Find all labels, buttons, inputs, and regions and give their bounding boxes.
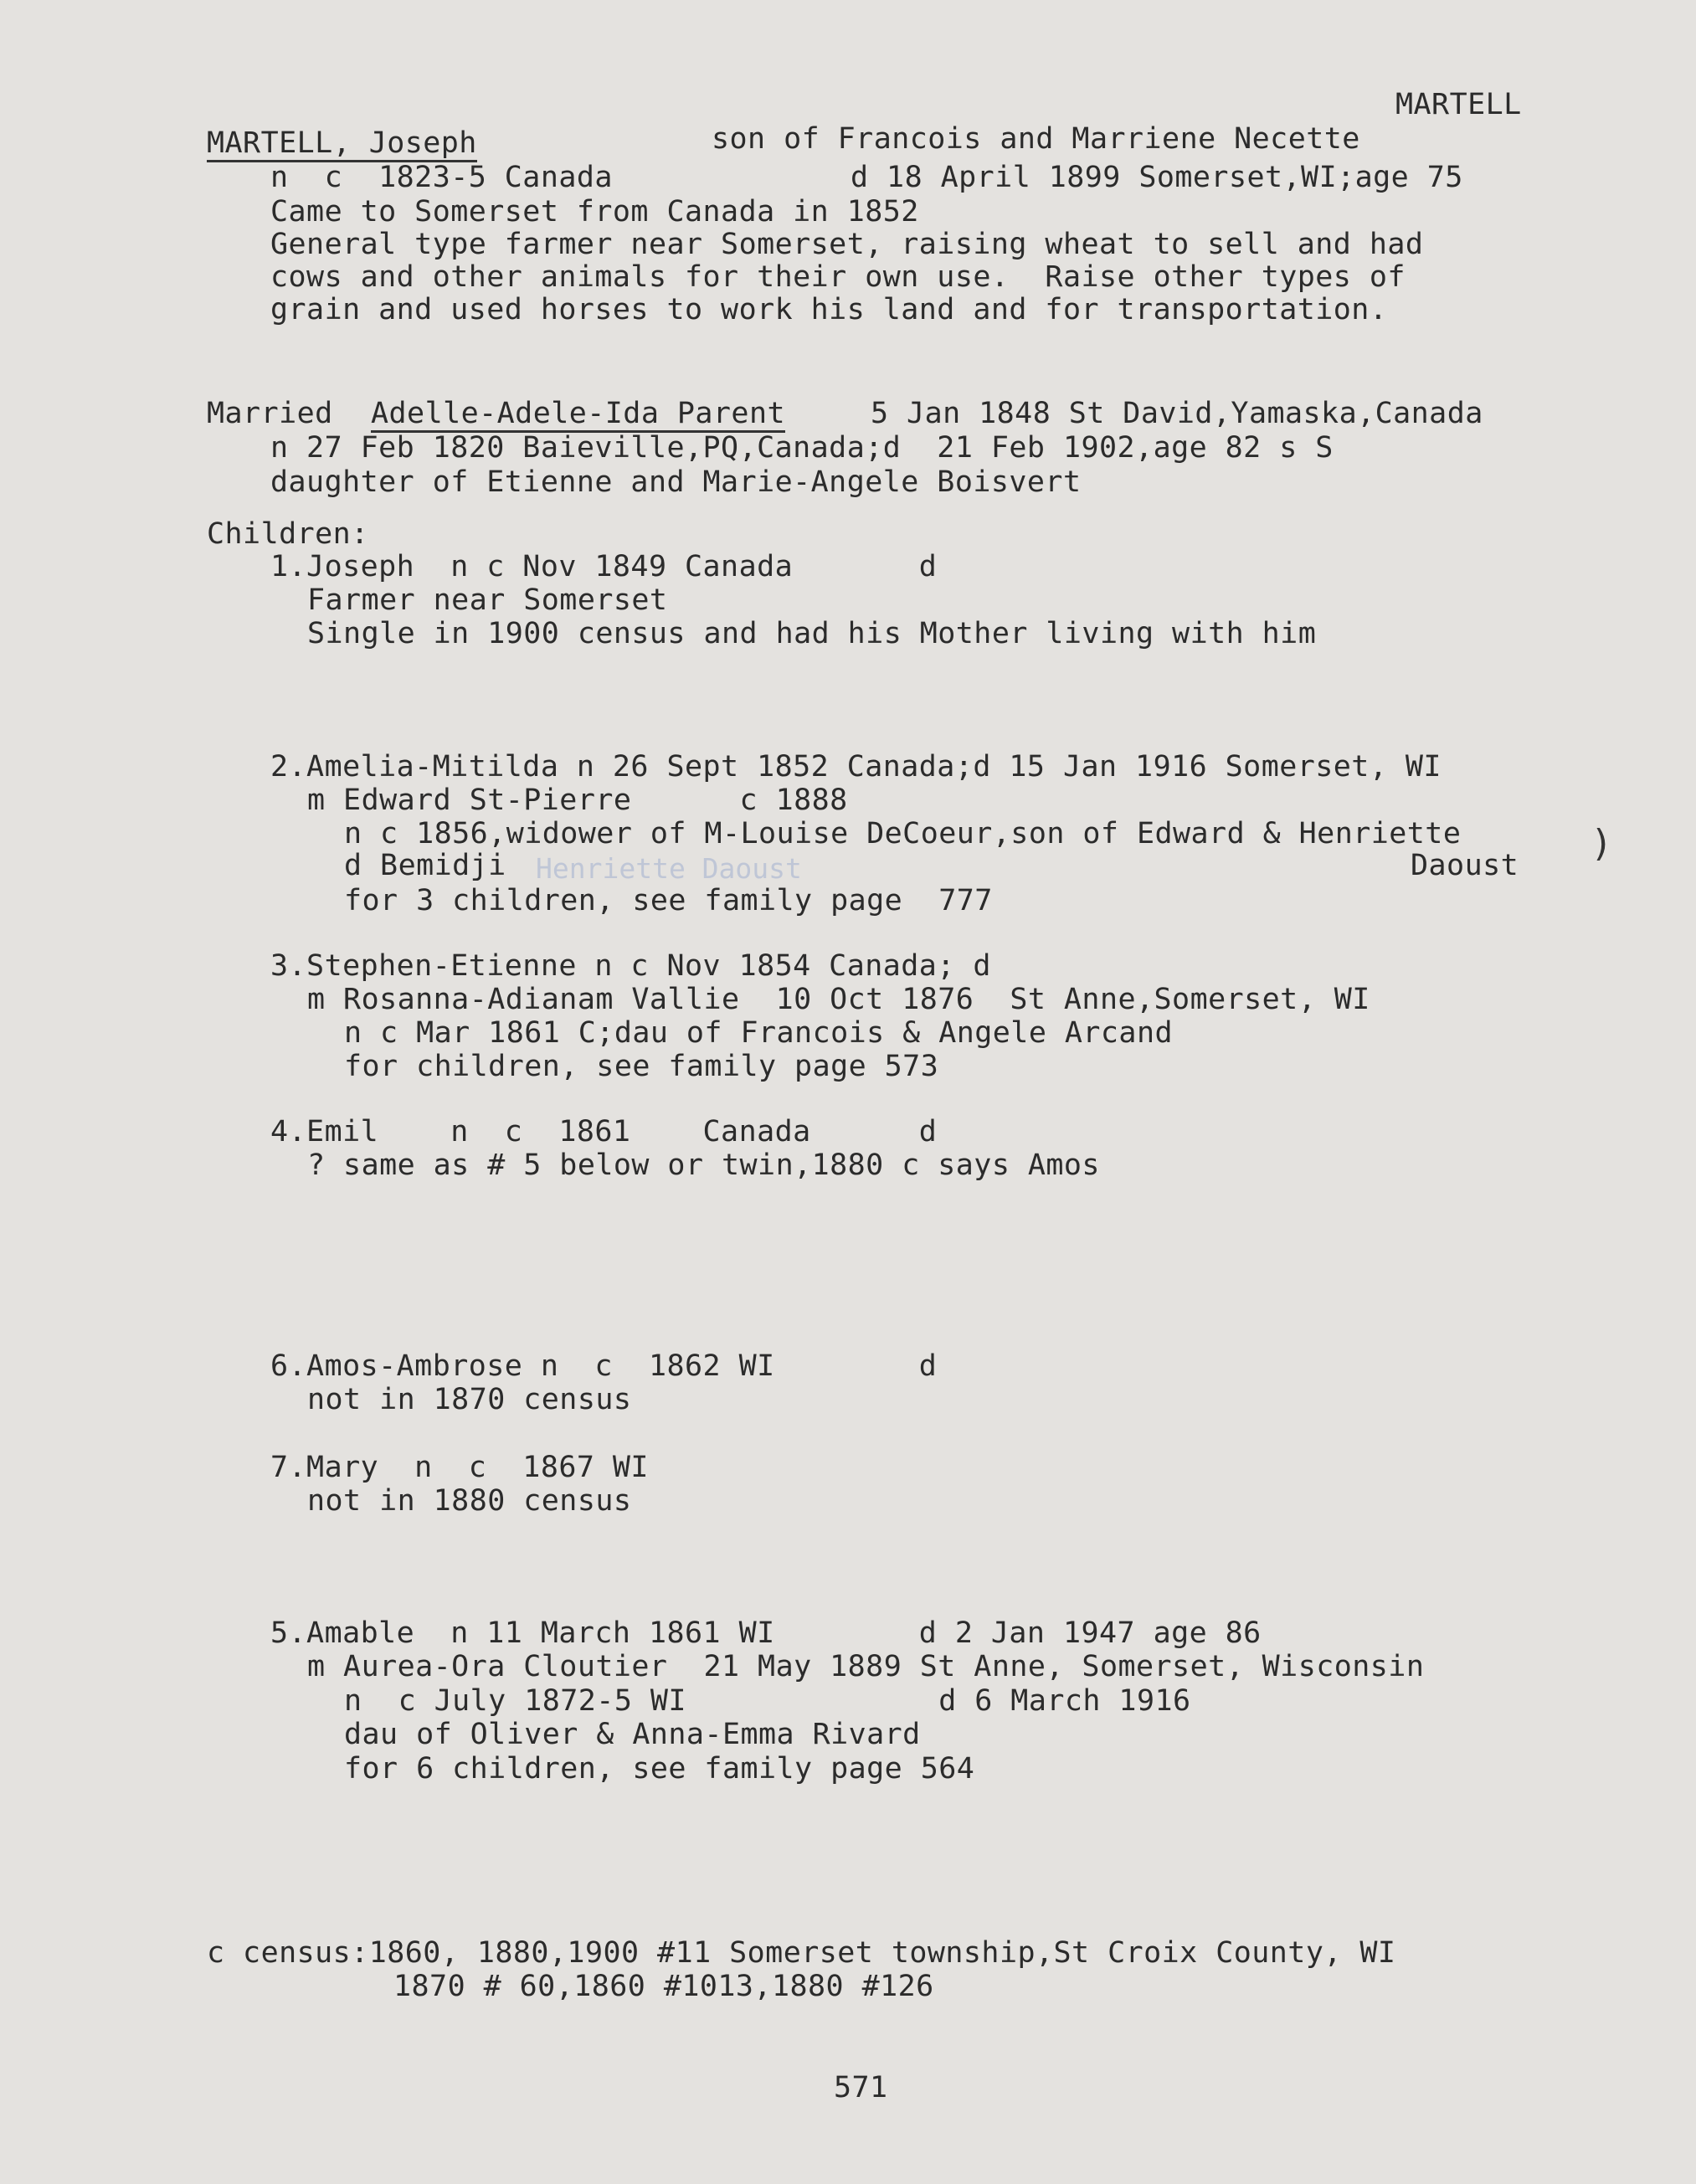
spouse-name: Adelle-Adele-Ida Parent [371, 397, 785, 433]
child-detail: for 6 children, see family page 564 [344, 1752, 975, 1786]
child-detail: dau of Oliver & Anna-Emma Rivard [344, 1718, 921, 1751]
child-detail: Farmer near Somerset [307, 583, 668, 617]
child-detail: for children, see family page 573 [344, 1050, 939, 1083]
child-detail: m Rosanna-Adianam Vallie 10 Oct 1876 St Anne,Somerset, WI [307, 983, 1370, 1016]
primary-note: grain and used horses to work his land and for transportation. [270, 293, 1388, 326]
child-entry: 7.Mary n c 1867 WI [270, 1451, 649, 1484]
child-detail: ? same as # 5 below or twin,1880 c says Amos [307, 1149, 1100, 1182]
surname-header: MARTELL [1395, 88, 1522, 121]
child-detail: for 3 children, see family page 777 [344, 884, 993, 917]
faint-overwritten-text: Henriette Daoust [536, 852, 802, 885]
child-detail: not in 1880 census [307, 1484, 632, 1518]
primary-note: Came to Somerset from Canada in 1852 [270, 195, 919, 229]
primary-parents: son of Francois and Marriene Necette [712, 122, 1360, 156]
child-detail: Single in 1900 census and had his Mother living with him [307, 617, 1317, 650]
primary-name: MARTELL, Joseph [207, 126, 477, 162]
child-detail: Daoust [1411, 849, 1519, 882]
child-detail: n c Mar 1861 C;dau of Francois & Angele Arcand [344, 1016, 1174, 1050]
bracket-mark: ) [1591, 822, 1613, 865]
spouse-parents: daughter of Etienne and Marie-Angele Boisvert [270, 465, 1082, 499]
page-number: 571 [834, 2071, 888, 2104]
child-detail: d Bemidji [344, 849, 506, 882]
marriage-detail: 5 Jan 1848 St David,Yamaska,Canada [871, 397, 1483, 430]
child-entry: 4.Emil n c 1861 Canada d [270, 1115, 938, 1149]
spouse-birth: n 27 Feb 1820 Baieville,PQ,Canada;d 21 Feb 1902,age 82 s S [270, 431, 1334, 465]
marriage-prefix: Married [207, 397, 333, 430]
primary-birth: n c 1823-5 Canada [270, 161, 613, 194]
child-detail: m Aurea-Ora Cloutier 21 May 1889 St Anne, Somerset, Wisconsin [307, 1650, 1425, 1683]
child-entry: 5.Amable n 11 March 1861 WI d 2 Jan 1947 age 86 [270, 1616, 1262, 1650]
children-label: Children: [207, 517, 369, 551]
child-detail: not in 1870 census [307, 1383, 632, 1416]
child-detail: m Edward St-Pierre c 1888 [307, 784, 848, 817]
primary-note: General type farmer near Somerset, raising wheat to sell and had [270, 228, 1424, 261]
primary-note: cows and other animals for their own use. Raise other types of [270, 260, 1406, 294]
child-entry: 6.Amos-Ambrose n c 1862 WI d [270, 1349, 938, 1383]
child-detail: n c 1856,widower of M-Louise DeCoeur,son of Edward & Henriette [344, 817, 1462, 850]
primary-death: d 18 April 1899 Somerset,WI;age 75 [851, 161, 1463, 194]
child-entry: 2.Amelia-Mitilda n 26 Sept 1852 Canada;d 15 Jan 1916 Somerset, WI [270, 750, 1442, 784]
child-entry: 1.Joseph n c Nov 1849 Canada d [270, 550, 938, 583]
child-detail: n c July 1872-5 WI d 6 March 1916 [344, 1684, 1191, 1718]
child-entry: 3.Stephen-Etienne n c Nov 1854 Canada; d [270, 949, 991, 983]
census-note: 1870 # 60,1860 #1013,1880 #126 [393, 1970, 934, 2003]
census-note: c census:1860, 1880,1900 #11 Somerset township,St Croix County, WI [207, 1936, 1396, 1970]
